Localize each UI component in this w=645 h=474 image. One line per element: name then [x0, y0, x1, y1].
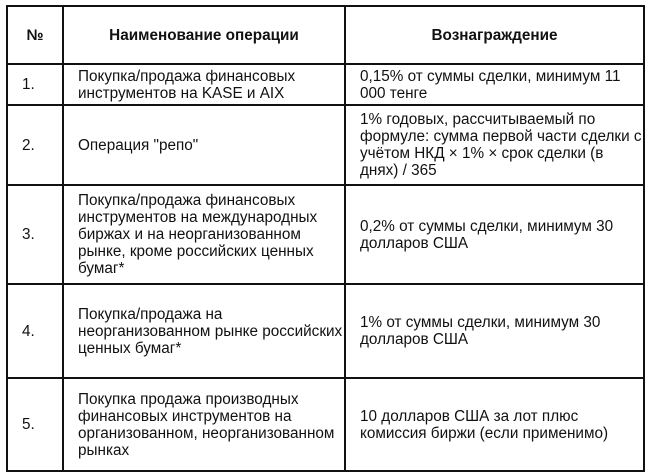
row-number: 4. — [7, 284, 63, 378]
fee-value: 0,2% от суммы сделки, минимум 30 долларов США — [345, 185, 644, 284]
table-row — [7, 378, 644, 471]
table-row — [7, 64, 644, 105]
table-row — [7, 105, 644, 185]
fee-value: 10 долларов США за лот плюс комиссия биржи (если применимо) — [345, 378, 644, 471]
fee-value: 1% годовых, рассчитываемый по формуле: сумма первой части сделки с учётом НКД × 1% × срок сделки (в днях) / 365 — [345, 105, 644, 185]
row-number: 2. — [7, 105, 63, 185]
operation-name: Покупка/продажа финансовых инструментов на международных биржах и на неорганизованном рынке, кроме российских ценных бумаг* — [63, 185, 345, 284]
table-row — [7, 284, 644, 378]
fee-value: 0,15% от суммы сделки, минимум 11 000 тенге — [345, 64, 644, 105]
operation-name: Операция "репо" — [63, 105, 345, 185]
table-row — [7, 185, 644, 284]
header-number: № — [7, 6, 63, 64]
fee-value: 1% от суммы сделки, минимум 30 долларов США — [345, 284, 644, 378]
operation-name: Покупка/продажа финансовых инструментов на KASE и AIX — [63, 64, 345, 105]
operation-name: Покупка продажа производных финансовых инструментов на организованном, неорганизованном рынках — [63, 378, 345, 471]
row-number: 5. — [7, 378, 63, 471]
operation-name: Покупка/продажа на неорганизованном рынке российских ценных бумаг* — [63, 284, 345, 378]
table-header-row — [7, 6, 644, 64]
fee-schedule-table — [6, 5, 645, 472]
header-operation: Наименование операции — [63, 6, 345, 64]
row-number: 1. — [7, 64, 63, 105]
header-fee: Вознаграждение — [345, 6, 644, 64]
row-number: 3. — [7, 185, 63, 284]
